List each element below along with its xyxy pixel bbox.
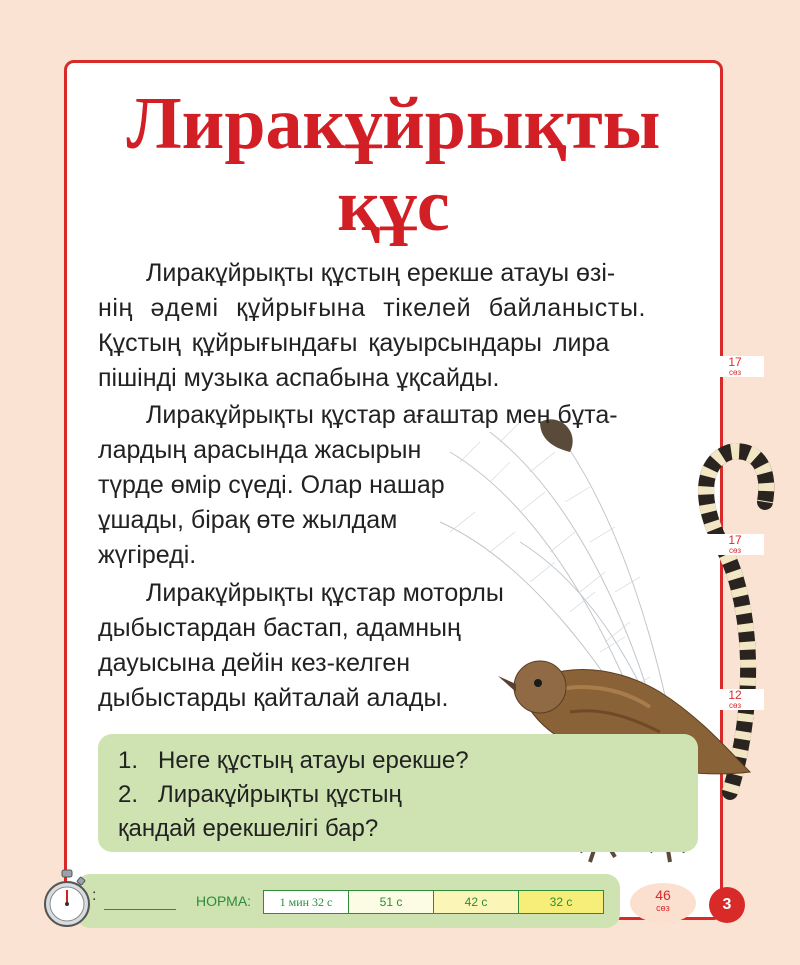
word-count-unit: сөз [728,368,742,377]
paragraph-1-line: пішінді музыка аспабына ұқсайды. [98,364,500,392]
question-text: Неге құстың атауы ерекше? [158,747,469,774]
norma-cell: 1 мин 32 с [264,891,349,913]
stopwatch-icon [42,868,92,935]
question-text: Лиракұйрықты құстың [158,781,402,808]
question-1 [118,745,469,777]
word-count-marker [706,356,764,377]
norma-cell: 32 с [519,891,603,913]
paragraph-2 [98,398,618,573]
paragraph-3-line: Лиракұйрықты құстар моторлы [146,579,504,607]
time-entry-line[interactable] [104,909,176,910]
time-colon: : [92,887,97,904]
paragraph-2-line: түрде өмір сүеді. Олар нашар [98,471,445,499]
question-2 [118,779,402,811]
page-title-line-1: Лиракұйрықты [126,83,661,165]
word-count-marker [706,534,764,555]
norma-table [263,890,604,914]
paragraph-3-line: дауысына дейін кез-келген [98,649,411,677]
norma-cell: 42 с [434,891,519,913]
question-number: 1. [118,747,139,774]
page-number: 3 [709,887,745,923]
paragraph-3-line: дыбыстарды қайталай алады. [98,684,449,712]
total-word-count-value: 46 [655,887,671,903]
page-title-line-2: құс [337,165,450,247]
paragraph-2-line: лардың арасында жасырын [98,436,422,464]
word-count-value: 12 [728,688,742,702]
paragraph-3-line: дыбыстардан бастап, адамның [98,614,461,642]
word-count-value: 17 [728,533,742,547]
word-count-unit: сөз [728,546,742,555]
question-number: 2. [118,781,139,808]
total-word-count [630,883,696,923]
paragraph-2-line: жүгіреді. [98,541,197,569]
paragraph-1-line: Құстың құйрығындағы қауырсындары лира [98,329,610,357]
paragraph-2-line: Лиракұйрықты құстар ағаштар мен бұта- [146,401,618,429]
paragraph-1 [98,256,700,396]
norma-cell: 51 с [349,891,434,913]
total-word-count-unit: сөз [656,903,670,913]
paragraph-2-line: ұшады, бірақ өте жылдам [98,506,398,534]
norma-label: НОРМА: [196,893,252,909]
question-2-continued: қандай ерекшелігі бар? [118,815,379,842]
paragraph-1-line: нің әдемі құйрығына тікелей байланысты. [98,294,647,322]
word-count-marker [706,689,764,710]
paragraph-1-line: Лиракұйрықты құстың ерекше атауы өзі- [146,259,616,287]
paragraph-3 [98,576,504,716]
word-count-value: 17 [728,355,742,369]
word-count-unit: сөз [728,701,742,710]
